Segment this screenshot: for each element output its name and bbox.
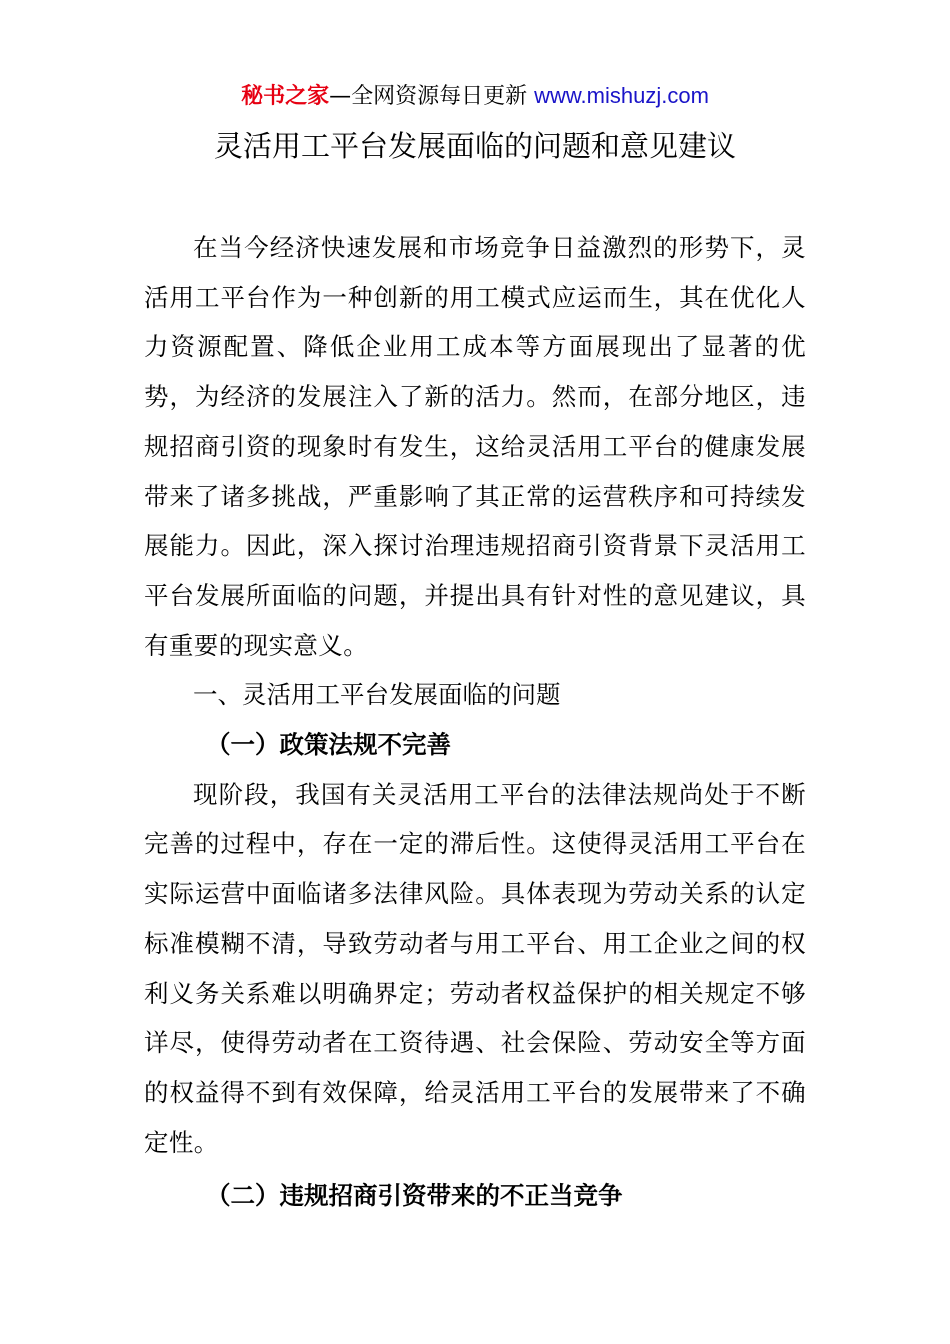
subsection-heading: （二）违规招商引资带来的不正当竞争	[206, 1181, 623, 1211]
section-heading: 一、灵活用工平台发展面临的问题	[193, 680, 561, 710]
intro-paragraph: 在当今经济快速发展和市场竞争日益激烈的形势下，灵活用工平台作为一种创新的用工模式应运而生，其在优化人力资源配置、降低企业用工成本等方面展现出了显著的优势，为经济的发展注入了新的活力。然而，在部分地区，违规招商引资的现象时有发生，这给灵活用工平台的健康发展带来了诸多挑战，严重影响了其正常的运营秩序和可持续发展能力。因此，深入探讨治理违规招商引资背景下灵活用工平台发展所面临的问题，并提出具有针对性的意见建议，具有重要的现实意义。	[144, 233, 806, 660]
subsection-heading: （一）政策法规不完善	[206, 730, 451, 760]
site-url-link[interactable]: www.mishuzj.com	[534, 83, 709, 108]
document-body	[144, 223, 806, 1221]
site-header	[0, 80, 950, 113]
brand-name: 秘书之家	[241, 84, 330, 109]
subsection-paragraph: 现阶段，我国有关灵活用工平台的法律法规尚处于不断完善的过程中，存在一定的滞后性。这使得灵活用工平台在实际运营中面临诸多法律风险。具体表现为劳动关系的认定标准模糊不清，导致劳动者与用工平台、用工企业之间的权利义务关系难以明确界定；劳动者权益保护的相关规定不够详尽，使得劳动者在工资待遇、社会保险、劳动安全等方面的权益得不到有效保障，给灵活用工平台的发展带来了不确定性。	[144, 779, 806, 1157]
header-tagline: —全网资源每日更新	[329, 84, 528, 109]
document-title: 灵活用工平台发展面临的问题和意见建议	[213, 129, 736, 163]
